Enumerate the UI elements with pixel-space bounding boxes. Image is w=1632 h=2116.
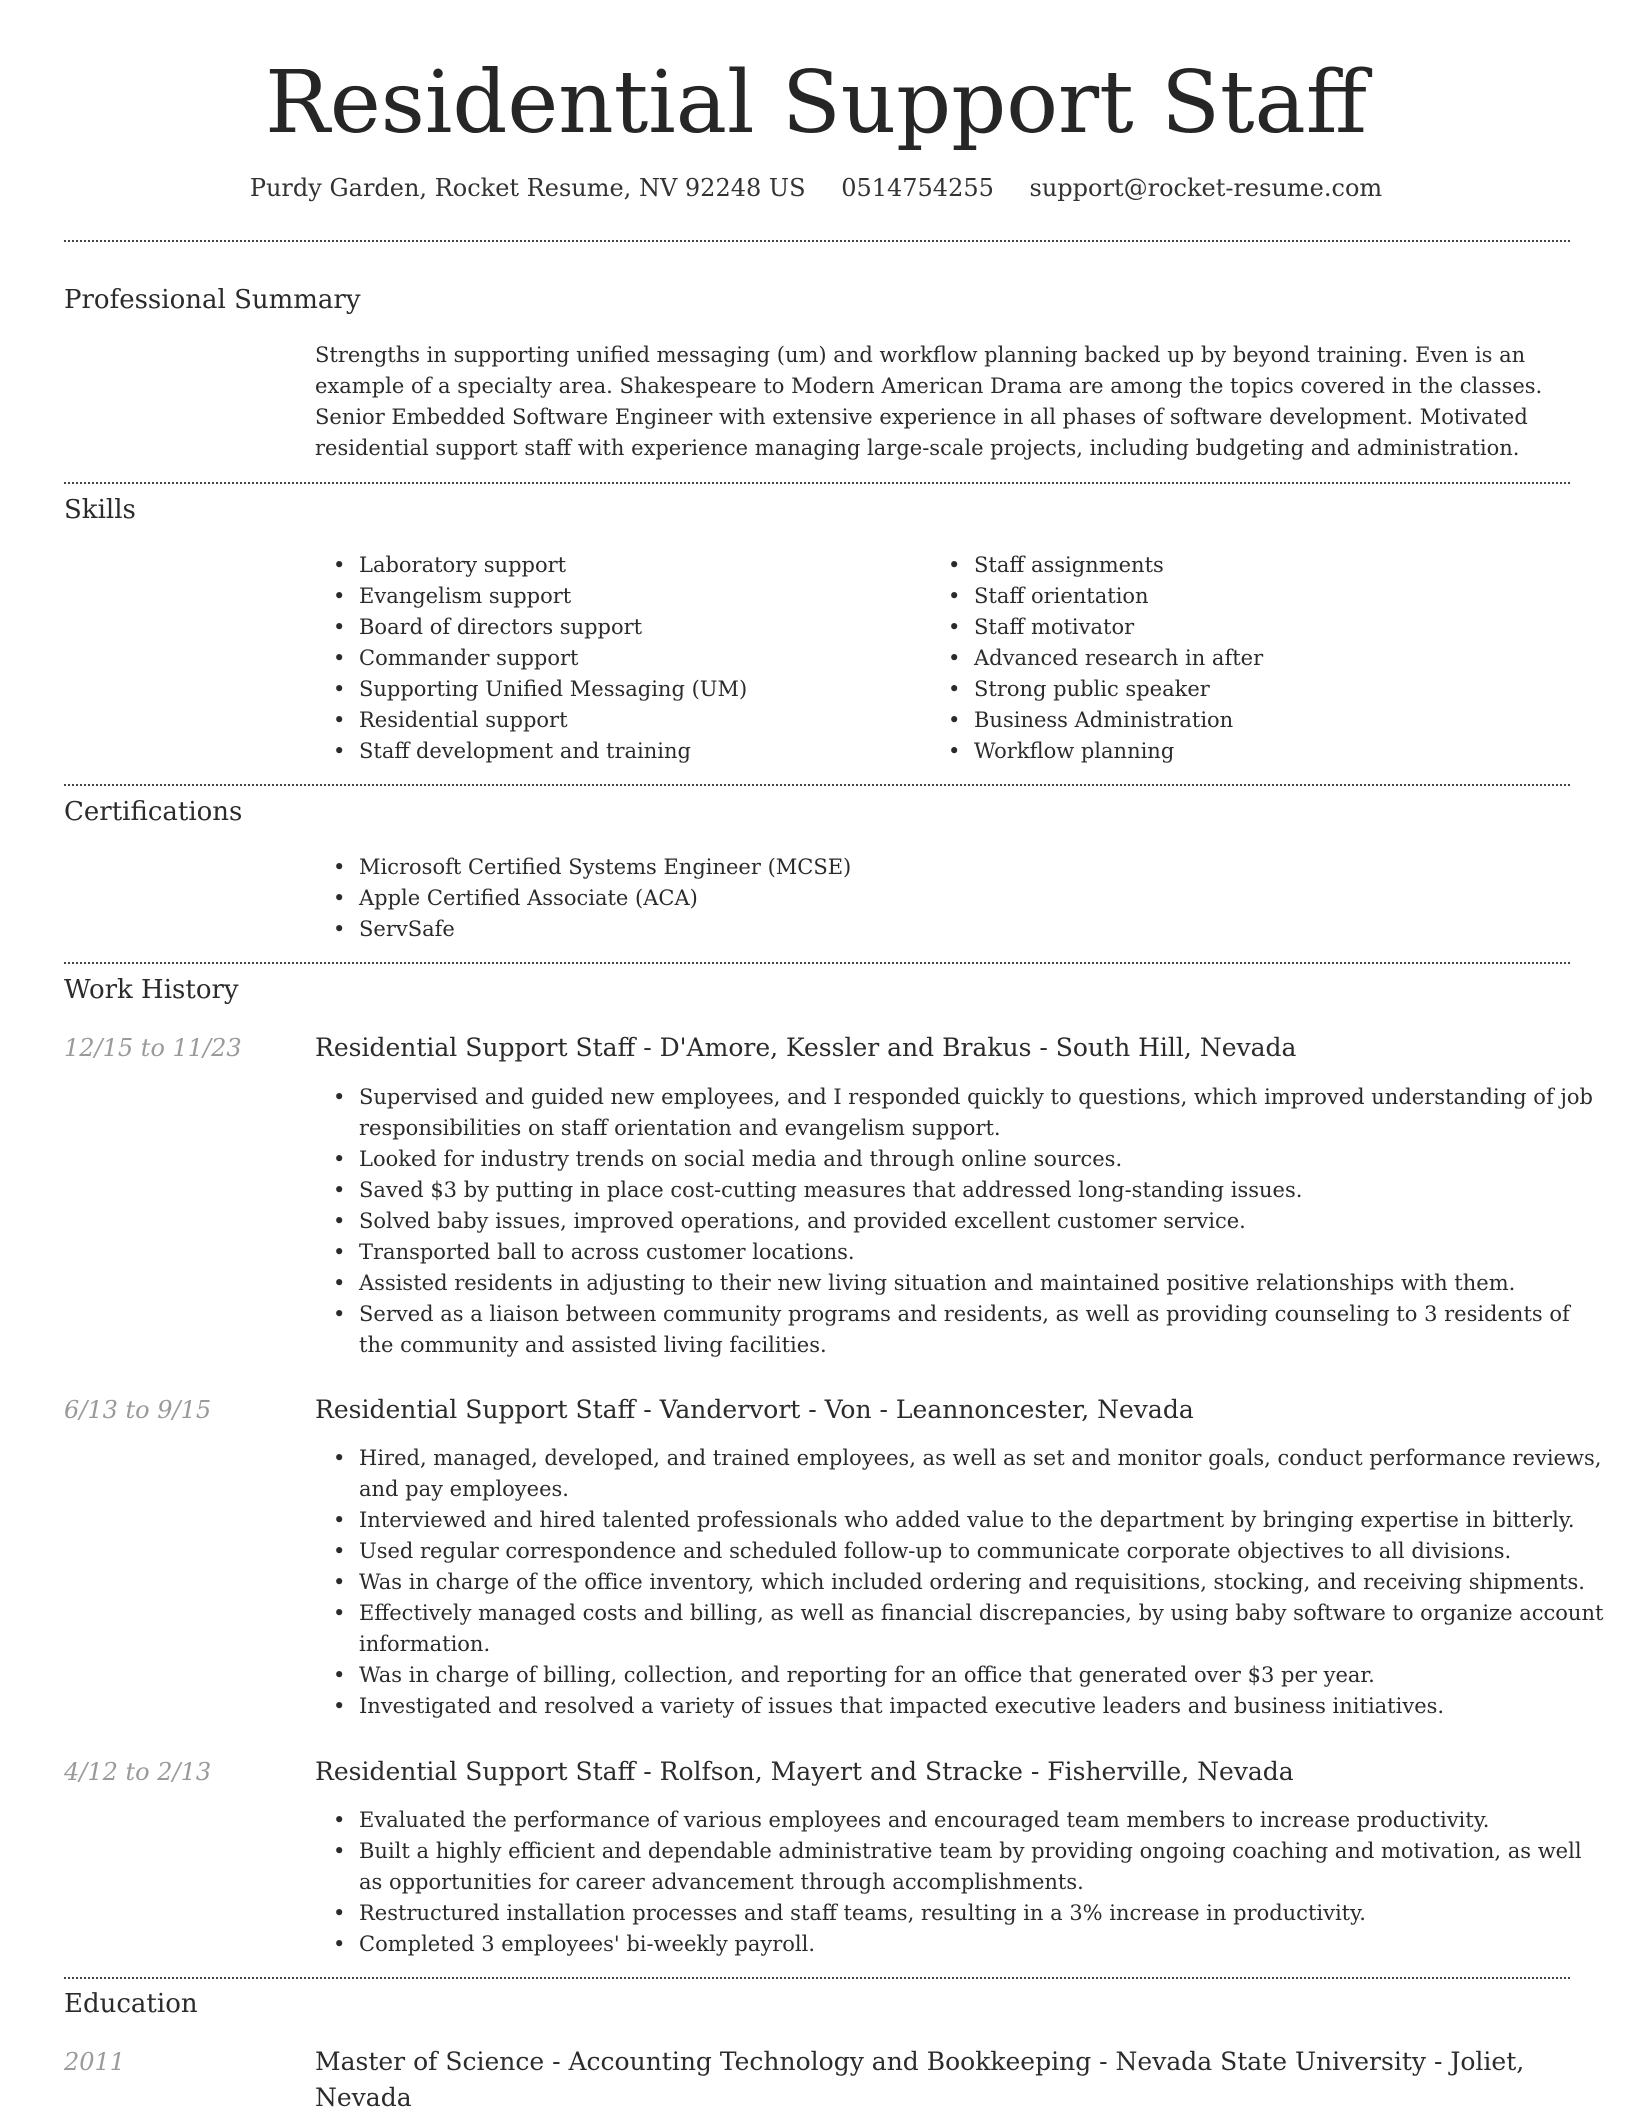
job-bullet: • Transported ball to across customer locations. xyxy=(359,1237,1604,1268)
skill-item: • Staff assignments xyxy=(974,550,1574,581)
education-year: 2011 xyxy=(64,2048,126,2076)
work-history-heading: Work History xyxy=(64,975,239,1005)
skill-item: • Board of directors support xyxy=(359,612,919,643)
job-title: Residential Support Staff - Rolfson, Mayert and Stracke - Fisherville, Nevada xyxy=(315,1757,1294,1786)
skills-list-left xyxy=(315,550,919,767)
summary-heading: Professional Summary xyxy=(64,285,361,315)
certification-item: • ServSafe xyxy=(359,914,1569,945)
skill-item: • Laboratory support xyxy=(359,550,919,581)
job-bullet: • Used regular correspondence and scheduled follow-up to communicate corporate objectives to all divisions. xyxy=(359,1536,1604,1567)
job-title: Residential Support Staff - Vandervort - Von - Leannoncester, Nevada xyxy=(315,1395,1194,1424)
job-dates: 12/15 to 11/23 xyxy=(64,1034,242,1062)
job-bullet: • Solved baby issues, improved operations, and provided excellent customer service. xyxy=(359,1206,1604,1237)
job-bullet: • Assisted residents in adjusting to their new living situation and maintained positive relationships with them. xyxy=(359,1268,1604,1299)
skill-item: • Business Administration xyxy=(974,705,1574,736)
skill-item: • Evangelism support xyxy=(359,581,919,612)
job-bullets xyxy=(315,1082,1604,1361)
skill-item: • Supporting Unified Messaging (UM) xyxy=(359,674,919,705)
skill-item: • Commander support xyxy=(359,643,919,674)
certifications-list xyxy=(315,852,1569,945)
skills-list-right xyxy=(930,550,1574,767)
job-bullet: • Looked for industry trends on social media and through online sources. xyxy=(359,1144,1604,1175)
skill-item: • Strong public speaker xyxy=(974,674,1574,705)
skill-item: • Staff motivator xyxy=(974,612,1574,643)
job-bullet: • Supervised and guided new employees, and I responded quickly to questions, which improved understanding of job responsibilities on staff orientation and evangelism support. xyxy=(359,1082,1604,1144)
skill-item: • Staff orientation xyxy=(974,581,1574,612)
job-bullet: • Investigated and resolved a variety of issues that impacted executive leaders and business initiatives. xyxy=(359,1691,1604,1722)
education-title: Master of Science - Accounting Technology and Bookkeeping - Nevada State University - Joliet, Nevada xyxy=(315,2047,1525,2112)
job-bullet: • Hired, managed, developed, and trained employees, as well as set and monitor goals, conduct performance reviews, and pay employees. xyxy=(359,1443,1604,1505)
job-bullet: • Saved $3 by putting in place cost-cutting measures that addressed long-standing issues. xyxy=(359,1175,1604,1206)
resume-name: Residential Support Staff xyxy=(265,53,1367,153)
divider xyxy=(64,1977,1570,1979)
divider xyxy=(64,784,1570,786)
certification-item: • Apple Certified Associate (ACA) xyxy=(359,883,1569,914)
job-bullets xyxy=(315,1443,1604,1722)
job-bullet: • Restructured installation processes and staff teams, resulting in a 3% increase in productivity. xyxy=(359,1898,1604,1929)
summary-text: Strengths in supporting unified messaging (um) and workflow planning backed up by beyond training. Even is an example of a specialty area. Shakespeare to Modern American Drama are among the topics covered in the classes. Senior Embedded Software Engineer with extensive experience in all phases of software development. Motivated residential support staff with experience managing large-scale projects, including budgeting and administration. xyxy=(315,343,1543,460)
job-bullet: • Was in charge of the office inventory, which included ordering and requisitions, stocking, and receiving shipments. xyxy=(359,1567,1604,1598)
job-bullet: • Served as a liaison between community programs and residents, as well as providing counseling to 3 residents of the community and assisted living facilities. xyxy=(359,1299,1604,1361)
divider xyxy=(64,962,1570,964)
job-bullet: • Was in charge of billing, collection, and reporting for an office that generated over $3 per year. xyxy=(359,1660,1604,1691)
job-bullet: • Interviewed and hired talented professionals who added value to the department by bringing expertise in bitterly. xyxy=(359,1505,1604,1536)
contact-address: Purdy Garden, Rocket Resume, NV 92248 US xyxy=(249,174,806,202)
skill-item: • Advanced research in after xyxy=(974,643,1574,674)
job-bullet: • Built a highly efficient and dependable administrative team by providing ongoing coaching and motivation, as well as opportunities for career advancement through accomplishments. xyxy=(359,1836,1604,1898)
job-title: Residential Support Staff - D'Amore, Kessler and Brakus - South Hill, Nevada xyxy=(315,1033,1297,1062)
job-bullet: • Evaluated the performance of various employees and encouraged team members to increase productivity. xyxy=(359,1805,1604,1836)
certifications-heading: Certifications xyxy=(64,797,243,827)
education-heading: Education xyxy=(64,1989,198,2019)
certification-item: • Microsoft Certified Systems Engineer (MCSE) xyxy=(359,852,1569,883)
skill-item: • Workflow planning xyxy=(974,736,1574,767)
contact-email[interactable]: support@rocket-resume.com xyxy=(1029,174,1383,202)
job-bullet: • Effectively managed costs and billing, as well as financial discrepancies, by using baby software to organize account information. xyxy=(359,1598,1604,1660)
contact-line xyxy=(0,168,1632,208)
divider xyxy=(64,240,1570,242)
job-bullets xyxy=(315,1805,1604,1960)
job-dates: 4/12 to 2/13 xyxy=(64,1758,212,1786)
skill-item: • Staff development and training xyxy=(359,736,919,767)
job-dates: 6/13 to 9/15 xyxy=(64,1396,212,1424)
job-bullet: • Completed 3 employees' bi-weekly payroll. xyxy=(359,1929,1604,1960)
skills-heading: Skills xyxy=(64,495,136,525)
skill-item: • Residential support xyxy=(359,705,919,736)
contact-phone[interactable]: 0514754255 xyxy=(841,174,994,202)
divider xyxy=(64,482,1570,484)
